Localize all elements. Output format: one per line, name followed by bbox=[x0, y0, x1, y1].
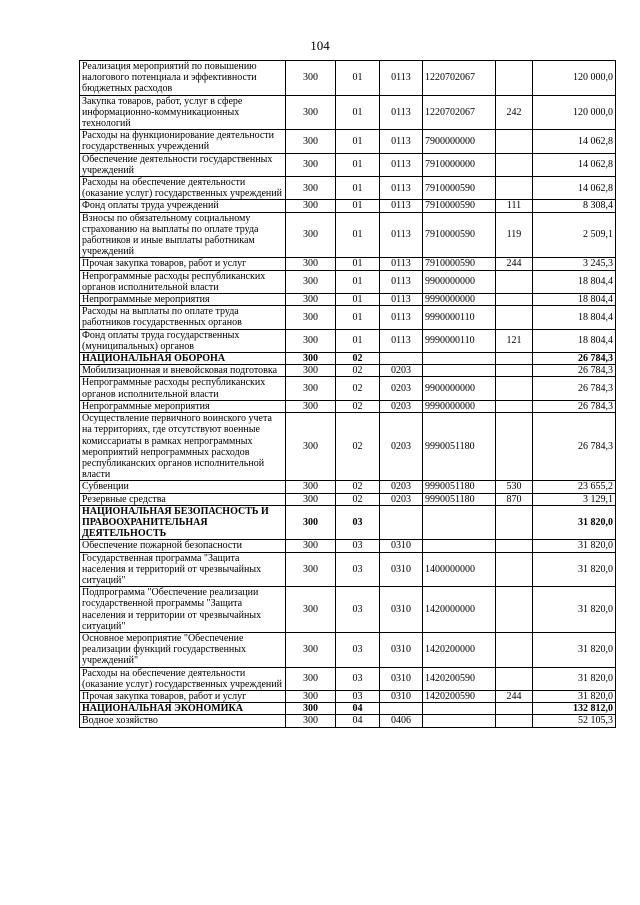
row-name-cell: Подпрограмма "Обеспечение реализации государственной программы "Защита населения и территории от чрезвычайных ситуаций" bbox=[80, 587, 286, 633]
row-target-article-cell: 9990000110 bbox=[423, 306, 496, 329]
row-subsection-cell: 0406 bbox=[380, 715, 423, 727]
row-name-cell: Обеспечение деятельности государственных учреждений bbox=[80, 153, 286, 176]
row-target-article-cell bbox=[423, 703, 496, 715]
table-row bbox=[80, 306, 616, 329]
row-amount-cell: 26 784,3 bbox=[533, 400, 616, 412]
row-section-cell: 02 bbox=[336, 400, 380, 412]
row-amount-cell: 132 812,0 bbox=[533, 703, 616, 715]
row-name-cell: Фонд оплаты труда государственных (муниципальных) органов bbox=[80, 329, 286, 352]
row-subsection-cell: 0203 bbox=[380, 400, 423, 412]
row-section-cell: 04 bbox=[336, 715, 380, 727]
row-amount-cell: 52 105,3 bbox=[533, 715, 616, 727]
row-target-article-cell: 9900000000 bbox=[423, 270, 496, 293]
row-subsection-cell: 0310 bbox=[380, 552, 423, 587]
row-expense-type-cell bbox=[496, 153, 533, 176]
table-row bbox=[80, 493, 616, 505]
table-row bbox=[80, 130, 616, 153]
row-subsection-cell: 0113 bbox=[380, 270, 423, 293]
row-subsection-cell bbox=[380, 353, 423, 365]
row-expense-type-cell bbox=[496, 413, 533, 481]
row-expense-type-cell bbox=[496, 540, 533, 552]
row-subsection-cell: 0113 bbox=[380, 212, 423, 258]
table-row bbox=[80, 552, 616, 587]
row-section-cell: 03 bbox=[336, 505, 380, 540]
row-name-cell: Непрограммные расходы республиканских органов исполнительной власти bbox=[80, 377, 286, 400]
row-subsection-cell: 0310 bbox=[380, 632, 423, 667]
row-code-cell: 300 bbox=[286, 61, 336, 96]
row-code-cell: 300 bbox=[286, 306, 336, 329]
row-name-cell: Основное мероприятие "Обеспечение реализации функций государственных учреждений" bbox=[80, 632, 286, 667]
row-name-cell: Непрограммные мероприятия bbox=[80, 400, 286, 412]
row-section-cell: 03 bbox=[336, 587, 380, 633]
row-target-article-cell: 9990051180 bbox=[423, 493, 496, 505]
row-subsection-cell: 0310 bbox=[380, 667, 423, 690]
row-subsection-cell: 0113 bbox=[380, 130, 423, 153]
page-number: 104 bbox=[310, 38, 330, 53]
row-expense-type-cell: 244 bbox=[496, 258, 533, 270]
row-code-cell: 300 bbox=[286, 715, 336, 727]
table-row bbox=[80, 329, 616, 352]
row-code-cell: 300 bbox=[286, 400, 336, 412]
row-expense-type-cell bbox=[496, 377, 533, 400]
table-row bbox=[80, 294, 616, 306]
table-row bbox=[80, 690, 616, 702]
row-subsection-cell bbox=[380, 703, 423, 715]
row-target-article-cell: 7910000590 bbox=[423, 212, 496, 258]
table-row bbox=[80, 61, 616, 96]
row-target-article-cell bbox=[423, 365, 496, 377]
row-subsection-cell: 0113 bbox=[380, 200, 423, 212]
row-amount-cell: 14 062,8 bbox=[533, 177, 616, 200]
row-target-article-cell: 7910000000 bbox=[423, 153, 496, 176]
row-target-article-cell: 7900000000 bbox=[423, 130, 496, 153]
row-expense-type-cell bbox=[496, 61, 533, 96]
table-row bbox=[80, 377, 616, 400]
table-row bbox=[80, 365, 616, 377]
row-subsection-cell: 0113 bbox=[380, 258, 423, 270]
row-subsection-cell: 0113 bbox=[380, 95, 423, 130]
row-name-cell: Субвенции bbox=[80, 481, 286, 493]
row-name-cell: Фонд оплаты труда учреждений bbox=[80, 200, 286, 212]
row-target-article-cell: 9990000000 bbox=[423, 400, 496, 412]
row-code-cell: 300 bbox=[286, 353, 336, 365]
row-section-cell: 02 bbox=[336, 365, 380, 377]
row-name-cell: Резервные средства bbox=[80, 493, 286, 505]
row-code-cell: 300 bbox=[286, 377, 336, 400]
table-row bbox=[80, 715, 616, 727]
row-target-article-cell: 7910000590 bbox=[423, 177, 496, 200]
row-section-cell: 01 bbox=[336, 294, 380, 306]
row-subsection-cell: 0310 bbox=[380, 690, 423, 702]
table-row bbox=[80, 258, 616, 270]
row-amount-cell: 3 245,3 bbox=[533, 258, 616, 270]
row-section-cell: 03 bbox=[336, 632, 380, 667]
row-subsection-cell: 0113 bbox=[380, 61, 423, 96]
table-row bbox=[80, 270, 616, 293]
row-expense-type-cell bbox=[496, 294, 533, 306]
row-expense-type-cell bbox=[496, 353, 533, 365]
row-expense-type-cell bbox=[496, 632, 533, 667]
row-target-article-cell: 1420200000 bbox=[423, 632, 496, 667]
row-expense-type-cell bbox=[496, 703, 533, 715]
row-expense-type-cell bbox=[496, 715, 533, 727]
row-expense-type-cell bbox=[496, 400, 533, 412]
row-name-cell: Расходы на функционирование деятельности государственных учреждений bbox=[80, 130, 286, 153]
row-target-article-cell bbox=[423, 715, 496, 727]
table-row bbox=[80, 353, 616, 365]
table-row bbox=[80, 481, 616, 493]
row-amount-cell: 26 784,3 bbox=[533, 377, 616, 400]
row-code-cell: 300 bbox=[286, 270, 336, 293]
row-expense-type-cell: 121 bbox=[496, 329, 533, 352]
row-name-cell: Прочая закупка товаров, работ и услуг bbox=[80, 258, 286, 270]
row-amount-cell: 26 784,3 bbox=[533, 353, 616, 365]
row-name-cell: Расходы на обеспечение деятельности (оказание услуг) государственных учреждений bbox=[80, 177, 286, 200]
table-row bbox=[80, 667, 616, 690]
row-subsection-cell: 0113 bbox=[380, 153, 423, 176]
row-amount-cell: 18 804,4 bbox=[533, 329, 616, 352]
row-code-cell: 300 bbox=[286, 153, 336, 176]
row-expense-type-cell bbox=[496, 587, 533, 633]
row-section-cell: 01 bbox=[336, 212, 380, 258]
row-section-cell: 01 bbox=[336, 130, 380, 153]
row-section-cell: 01 bbox=[336, 61, 380, 96]
row-target-article-cell: 7910000590 bbox=[423, 200, 496, 212]
table-row bbox=[80, 212, 616, 258]
row-code-cell: 300 bbox=[286, 493, 336, 505]
row-expense-type-cell bbox=[496, 667, 533, 690]
row-code-cell: 300 bbox=[286, 177, 336, 200]
row-amount-cell: 26 784,3 bbox=[533, 413, 616, 481]
row-subsection-cell: 0310 bbox=[380, 540, 423, 552]
row-section-cell: 02 bbox=[336, 493, 380, 505]
row-expense-type-cell bbox=[496, 365, 533, 377]
row-subsection-cell: 0203 bbox=[380, 493, 423, 505]
row-code-cell: 300 bbox=[286, 587, 336, 633]
row-code-cell: 300 bbox=[286, 540, 336, 552]
table-row bbox=[80, 632, 616, 667]
row-section-cell: 04 bbox=[336, 703, 380, 715]
row-target-article-cell bbox=[423, 353, 496, 365]
row-amount-cell: 31 820,0 bbox=[533, 690, 616, 702]
table-row bbox=[80, 540, 616, 552]
row-name-cell: НАЦИОНАЛЬНАЯ ЭКОНОМИКА bbox=[80, 703, 286, 715]
row-expense-type-cell bbox=[496, 306, 533, 329]
row-expense-type-cell bbox=[496, 505, 533, 540]
table-row bbox=[80, 505, 616, 540]
row-amount-cell: 14 062,8 bbox=[533, 153, 616, 176]
row-section-cell: 02 bbox=[336, 481, 380, 493]
row-name-cell: Государственная программа "Защита населения и территорий от чрезвычайных ситуаций" bbox=[80, 552, 286, 587]
row-name-cell: Прочая закупка товаров, работ и услуг bbox=[80, 690, 286, 702]
table-row bbox=[80, 95, 616, 130]
row-target-article-cell: 1220702067 bbox=[423, 95, 496, 130]
row-name-cell: Непрограммные расходы республиканских органов исполнительной власти bbox=[80, 270, 286, 293]
row-amount-cell: 120 000,0 bbox=[533, 61, 616, 96]
row-amount-cell: 18 804,4 bbox=[533, 306, 616, 329]
row-target-article-cell bbox=[423, 540, 496, 552]
row-code-cell: 300 bbox=[286, 690, 336, 702]
row-target-article-cell: 1220702067 bbox=[423, 61, 496, 96]
row-amount-cell: 18 804,4 bbox=[533, 294, 616, 306]
budget-table-body bbox=[80, 61, 616, 728]
table-row bbox=[80, 587, 616, 633]
row-subsection-cell: 0113 bbox=[380, 329, 423, 352]
row-expense-type-cell: 244 bbox=[496, 690, 533, 702]
row-name-cell: НАЦИОНАЛЬНАЯ БЕЗОПАСНОСТЬ И ПРАВООХРАНИТЕЛЬНАЯ ДЕЯТЕЛЬНОСТЬ bbox=[80, 505, 286, 540]
table-row bbox=[80, 413, 616, 481]
row-expense-type-cell: 111 bbox=[496, 200, 533, 212]
row-section-cell: 03 bbox=[336, 540, 380, 552]
row-section-cell: 01 bbox=[336, 329, 380, 352]
row-amount-cell: 31 820,0 bbox=[533, 587, 616, 633]
row-subsection-cell: 0203 bbox=[380, 413, 423, 481]
row-code-cell: 300 bbox=[286, 667, 336, 690]
row-expense-type-cell: 119 bbox=[496, 212, 533, 258]
row-subsection-cell: 0113 bbox=[380, 294, 423, 306]
row-amount-cell: 18 804,4 bbox=[533, 270, 616, 293]
row-name-cell: Непрограммные мероприятия bbox=[80, 294, 286, 306]
row-code-cell: 300 bbox=[286, 505, 336, 540]
row-section-cell: 01 bbox=[336, 258, 380, 270]
row-section-cell: 02 bbox=[336, 353, 380, 365]
row-expense-type-cell: 530 bbox=[496, 481, 533, 493]
row-code-cell: 300 bbox=[286, 212, 336, 258]
row-amount-cell: 26 784,3 bbox=[533, 365, 616, 377]
row-code-cell: 300 bbox=[286, 329, 336, 352]
row-code-cell: 300 bbox=[286, 552, 336, 587]
row-code-cell: 300 bbox=[286, 95, 336, 130]
row-amount-cell: 120 000,0 bbox=[533, 95, 616, 130]
row-name-cell: Обеспечение пожарной безопасности bbox=[80, 540, 286, 552]
row-subsection-cell: 0203 bbox=[380, 481, 423, 493]
row-expense-type-cell: 242 bbox=[496, 95, 533, 130]
row-target-article-cell: 9990000110 bbox=[423, 329, 496, 352]
row-subsection-cell: 0113 bbox=[380, 306, 423, 329]
row-expense-type-cell: 870 bbox=[496, 493, 533, 505]
table-row bbox=[80, 153, 616, 176]
budget-table bbox=[79, 60, 616, 728]
row-target-article-cell: 1420200590 bbox=[423, 667, 496, 690]
row-amount-cell: 31 820,0 bbox=[533, 540, 616, 552]
row-expense-type-cell bbox=[496, 270, 533, 293]
row-target-article-cell: 1400000000 bbox=[423, 552, 496, 587]
row-target-article-cell: 9990051180 bbox=[423, 413, 496, 481]
row-name-cell: Водное хозяйство bbox=[80, 715, 286, 727]
row-target-article-cell: 1420200590 bbox=[423, 690, 496, 702]
row-amount-cell: 31 820,0 bbox=[533, 552, 616, 587]
row-section-cell: 02 bbox=[336, 413, 380, 481]
row-name-cell: Осуществление первичного воинского учета на территориях, где отсутствуют военные комиссариаты в рамках непрограммных мероприятий непрограммных расходов республиканских органов исполнительной власти bbox=[80, 413, 286, 481]
row-section-cell: 02 bbox=[336, 377, 380, 400]
row-section-cell: 03 bbox=[336, 667, 380, 690]
row-name-cell: Взносы по обязательному социальному страхованию на выплаты по оплате труда работников и иные выплаты работникам учреждений bbox=[80, 212, 286, 258]
row-name-cell: Реализация мероприятий по повышению налогового потенциала и эффективности бюджетных расходов bbox=[80, 61, 286, 96]
row-name-cell: Расходы на обеспечение деятельности (оказание услуг) государственных учреждений bbox=[80, 667, 286, 690]
row-target-article-cell: 1420000000 bbox=[423, 587, 496, 633]
row-section-cell: 01 bbox=[336, 95, 380, 130]
row-amount-cell: 14 062,8 bbox=[533, 130, 616, 153]
row-section-cell: 01 bbox=[336, 270, 380, 293]
row-code-cell: 300 bbox=[286, 200, 336, 212]
row-target-article-cell: 9990051180 bbox=[423, 481, 496, 493]
row-amount-cell: 3 129,1 bbox=[533, 493, 616, 505]
row-subsection-cell: 0310 bbox=[380, 587, 423, 633]
row-code-cell: 300 bbox=[286, 130, 336, 153]
table-row bbox=[80, 703, 616, 715]
row-expense-type-cell bbox=[496, 130, 533, 153]
table-row bbox=[80, 400, 616, 412]
row-section-cell: 01 bbox=[336, 200, 380, 212]
row-section-cell: 01 bbox=[336, 306, 380, 329]
row-code-cell: 300 bbox=[286, 703, 336, 715]
row-amount-cell: 31 820,0 bbox=[533, 505, 616, 540]
row-code-cell: 300 bbox=[286, 294, 336, 306]
row-code-cell: 300 bbox=[286, 632, 336, 667]
row-target-article-cell bbox=[423, 505, 496, 540]
row-subsection-cell: 0203 bbox=[380, 377, 423, 400]
row-amount-cell: 31 820,0 bbox=[533, 632, 616, 667]
row-amount-cell: 8 308,4 bbox=[533, 200, 616, 212]
row-code-cell: 300 bbox=[286, 481, 336, 493]
row-amount-cell: 31 820,0 bbox=[533, 667, 616, 690]
row-target-article-cell: 9990000000 bbox=[423, 294, 496, 306]
row-subsection-cell: 0113 bbox=[380, 177, 423, 200]
row-section-cell: 01 bbox=[336, 177, 380, 200]
row-name-cell: Расходы на выплаты по оплате труда работников государственных органов bbox=[80, 306, 286, 329]
row-amount-cell: 2 509,1 bbox=[533, 212, 616, 258]
row-subsection-cell: 0203 bbox=[380, 365, 423, 377]
row-code-cell: 300 bbox=[286, 258, 336, 270]
row-target-article-cell: 7910000590 bbox=[423, 258, 496, 270]
row-name-cell: Мобилизационная и вневойсковая подготовка bbox=[80, 365, 286, 377]
row-name-cell: Закупка товаров, работ, услуг в сфере информационно-коммуникационных технологий bbox=[80, 95, 286, 130]
row-section-cell: 03 bbox=[336, 552, 380, 587]
row-amount-cell: 23 655,2 bbox=[533, 481, 616, 493]
row-section-cell: 03 bbox=[336, 690, 380, 702]
row-expense-type-cell bbox=[496, 177, 533, 200]
row-name-cell: НАЦИОНАЛЬНАЯ ОБОРОНА bbox=[80, 353, 286, 365]
row-subsection-cell bbox=[380, 505, 423, 540]
row-expense-type-cell bbox=[496, 552, 533, 587]
table-row bbox=[80, 200, 616, 212]
row-section-cell: 01 bbox=[336, 153, 380, 176]
table-row bbox=[80, 177, 616, 200]
row-target-article-cell: 9900000000 bbox=[423, 377, 496, 400]
row-code-cell: 300 bbox=[286, 365, 336, 377]
row-code-cell: 300 bbox=[286, 413, 336, 481]
